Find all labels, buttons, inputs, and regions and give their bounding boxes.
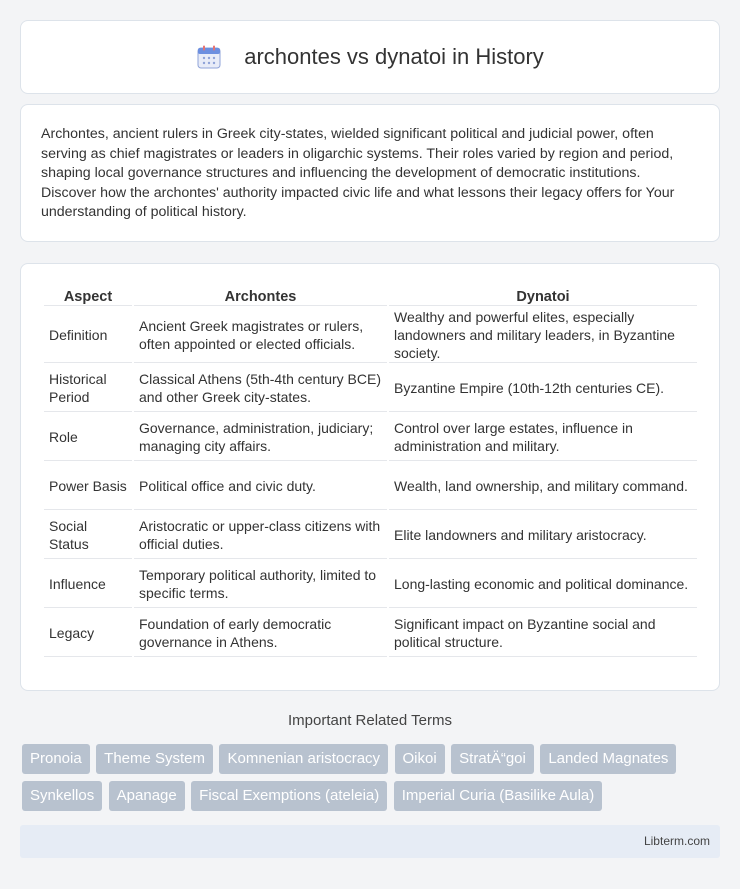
header-dynatoi: Dynatoi [389,286,697,306]
row-archontes: Aristocratic or upper-class citizens with official duties. [134,512,387,559]
row-archontes: Temporary political authority, limited to specific terms. [134,561,387,608]
term-tag[interactable]: Pronoia [22,744,90,774]
header-archontes: Archontes [134,286,387,306]
row-archontes: Political office and civic duty. [134,463,387,510]
term-tag[interactable]: Apanage [109,781,185,811]
row-dynatoi: Byzantine Empire (10th-12th centuries CE). [389,365,697,412]
term-tag[interactable]: Theme System [96,744,213,774]
header-aspect: Aspect [44,286,132,306]
table-row [44,610,697,657]
term-tag[interactable]: Landed Magnates [540,744,676,774]
related-terms-title: Important Related Terms [288,712,452,729]
row-archontes: Ancient Greek magistrates or rulers, often appointed or elected officials. [134,308,387,363]
table-row [44,463,697,510]
row-aspect: Influence [44,561,132,608]
comparison-table [42,284,699,659]
term-tag[interactable]: Oikoi [395,744,445,774]
term-tag[interactable]: Synkellos [22,781,102,811]
row-aspect: Social Status [44,512,132,559]
row-aspect: Historical Period [44,365,132,412]
row-aspect: Definition [44,308,132,363]
related-terms-list [22,744,722,818]
table-row [44,414,697,461]
row-aspect: Role [44,414,132,461]
comparison-card [20,263,720,691]
calendar-icon [196,44,222,70]
row-aspect: Power Basis [44,463,132,510]
row-archontes: Governance, administration, judiciary; managing city affairs. [134,414,387,461]
term-tag[interactable]: StratÄ“goi [451,744,534,774]
intro-text: Archontes, ancient rulers in Greek city-states, wielded significant political and judicial power, often serving as chief magistrates or leaders in oligarchic systems. Their roles varied by region and period, shaping local governance structures and influencing the development of democratic institutions. Discover how the archontes' authority impacted civic life and what lessons their legacy offers for Your understanding of political history. [41,126,675,220]
page-title: archontes vs dynatoi in History [244,44,544,69]
table-header-row [44,286,697,306]
row-archontes: Classical Athens (5th-4th century BCE) and other Greek city-states. [134,365,387,412]
row-dynatoi: Control over large estates, influence in administration and military. [389,414,697,461]
intro-card [20,104,720,242]
row-dynatoi: Long-lasting economic and political dominance. [389,561,697,608]
table-row [44,512,697,559]
row-dynatoi: Wealth, land ownership, and military command. [389,463,697,510]
row-dynatoi: Wealthy and powerful elites, especially landowners and military leaders, in Byzantine society. [389,308,697,363]
footer [20,825,720,858]
row-archontes: Foundation of early democratic governance in Athens. [134,610,387,657]
term-tag[interactable]: Fiscal Exemptions (ateleia) [191,781,387,811]
table-row [44,561,697,608]
title-card [20,20,720,94]
row-aspect: Legacy [44,610,132,657]
row-dynatoi: Significant impact on Byzantine social and political structure. [389,610,697,657]
footer-site-link[interactable]: Libterm.com [643,834,710,848]
row-dynatoi: Elite landowners and military aristocracy. [389,512,697,559]
term-tag[interactable]: Imperial Curia (Basilike Aula) [394,781,603,811]
table-row [44,365,697,412]
table-row [44,308,697,363]
term-tag[interactable]: Komnenian aristocracy [219,744,388,774]
